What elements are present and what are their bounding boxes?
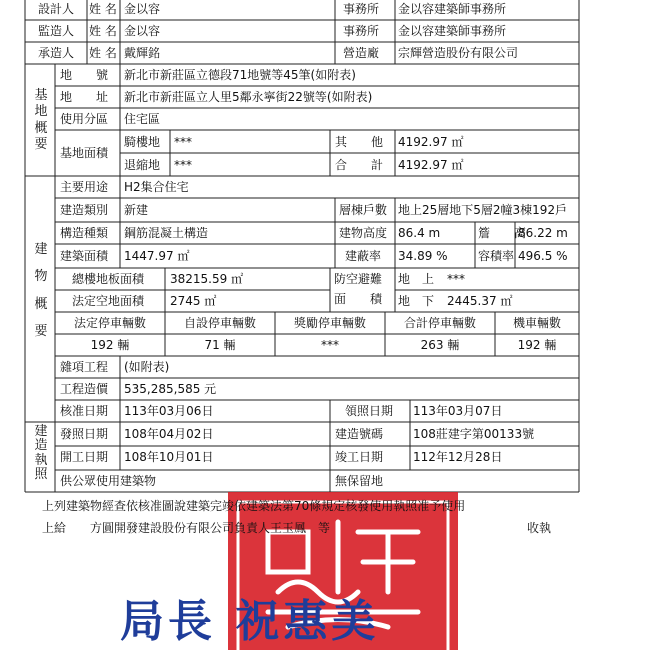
contractor-label: 承造人 (38, 46, 75, 60)
name-label: 姓 名 (89, 24, 117, 38)
receive-text: 收執 (527, 521, 552, 535)
lot-label: 地 號 (60, 68, 109, 82)
parking-header-own: 自設停車輛數 (183, 316, 256, 330)
parking-header-moto: 機車輛數 (512, 316, 561, 330)
structure-label: 構造種類 (60, 226, 109, 240)
floors-label: 層棟戶數 (339, 203, 388, 217)
site-area-label: 基地面積 (60, 146, 109, 160)
parking-value-own: 71 輛 (204, 338, 236, 352)
zone-label: 使用分區 (60, 112, 109, 126)
eave-value: 86.22 m (518, 226, 568, 240)
name-label: 姓 名 (89, 2, 117, 16)
coverage-value: 34.89 % (398, 249, 448, 263)
complete-date-label: 竣工日期 (335, 450, 384, 464)
issue-label: 領照日期 (345, 404, 394, 418)
total-label: 合 計 (335, 158, 384, 172)
name-label: 姓 名 (89, 46, 117, 60)
designer-name: 金以容 (124, 2, 161, 16)
use-value: H2集合住宅 (124, 180, 189, 194)
parking-header-bonus: 獎勵停車輛數 (293, 316, 366, 330)
parking-value-bonus: *** (321, 338, 339, 352)
start-date-label: 開工日期 (60, 450, 109, 464)
contractor-name: 戴輝銘 (124, 46, 161, 60)
recipient-prefix: 上給 (42, 521, 67, 535)
zone-value: 住宅區 (124, 112, 161, 126)
other-value: 4192.97 ㎡ (398, 135, 464, 149)
parking-value-legal: 192 輛 (90, 338, 130, 352)
builder-label: 營造廠 (343, 46, 380, 60)
designer-label: 設計人 (38, 2, 75, 16)
structure-value: 鋼筋混凝土構造 (124, 226, 209, 240)
public-use-value: 無保留地 (335, 474, 384, 488)
parking-header-total: 合計停車輛數 (403, 316, 476, 330)
address-label: 地 址 (60, 90, 109, 104)
parking-header-legal: 法定停車輛數 (73, 316, 146, 330)
public-use-label: 供公眾使用建築物 (60, 474, 157, 488)
misc-label: 雜項工程 (60, 360, 109, 374)
designer-office: 金以容建築師事務所 (398, 2, 507, 16)
open-space-value: 2745 ㎡ (170, 294, 217, 308)
approve-label: 核准日期 (60, 404, 109, 418)
footprint-label: 建築面積 (60, 249, 109, 263)
permit-number-label: 建造號碼 (335, 427, 384, 441)
shelter-above-label: 地 上 (398, 272, 435, 286)
approve-value: 113年03月06日 (124, 404, 214, 418)
open-space-label: 法定空地面積 (72, 294, 145, 308)
office-label: 事務所 (343, 2, 380, 16)
recipient-company: 方圓開發建設股份有限公司負責人王玉鳳 等 (90, 521, 331, 535)
permit-issued-label: 發照日期 (60, 427, 109, 441)
coverage-label: 建蔽率 (345, 249, 382, 263)
director-signature: 局長 祝惠美 (120, 596, 380, 647)
setback-value: *** (174, 158, 192, 172)
parking-value-total: 263 輛 (420, 338, 460, 352)
address-value: 新北市新莊區立人里5鄰永寧街22號等(如附表) (124, 90, 373, 104)
floor-area-label: 總樓地板面積 (72, 272, 145, 286)
total-value: 4192.97 ㎡ (398, 158, 464, 172)
shelter-above-value: *** (447, 272, 465, 286)
shelter-below-label: 地 下 (398, 294, 435, 308)
shelter-label: 防空避難 (334, 272, 383, 286)
setback-label: 退縮地 (124, 158, 161, 172)
eave-label: 簷 高 (478, 226, 527, 240)
start-date-value: 108年10月01日 (124, 450, 214, 464)
shelter-area-label: 面 積 (334, 292, 383, 306)
issue-value: 113年03月07日 (413, 404, 503, 418)
permit-number-value: 108莊建字第00133號 (413, 427, 535, 441)
cost-value: 535,285,585 元 (124, 382, 217, 396)
other-label: 其 他 (335, 135, 384, 149)
type-label: 建造類別 (60, 203, 109, 217)
permit-section-title: 建造執照 (34, 424, 48, 482)
misc-value: (如附表) (124, 360, 170, 374)
footprint-value: 1447.97 ㎡ (124, 249, 190, 263)
building-section-title: 建物概要 (34, 242, 48, 339)
floor-area-value: 38215.59 ㎡ (170, 272, 244, 286)
permit-issued-value: 108年04月02日 (124, 427, 214, 441)
arcade-value: *** (174, 135, 192, 149)
supervisor-label: 監造人 (38, 24, 75, 38)
lot-value: 新北市新莊區立德段71地號等45筆(如附表) (124, 68, 356, 82)
supervisor-name: 金以容 (124, 24, 161, 38)
complete-date-value: 112年12月28日 (413, 450, 503, 464)
far-value: 496.5 % (518, 249, 568, 263)
shelter-below-value: 2445.37 ㎡ (447, 294, 513, 308)
use-label: 主要用途 (60, 180, 109, 194)
contractor-company: 宗輝營造股份有限公司 (398, 46, 519, 60)
height-label: 建物高度 (339, 226, 388, 240)
site-section-title: 基地概要 (34, 88, 48, 152)
arcade-label: 騎樓地 (124, 135, 161, 149)
far-label: 容積率 (478, 249, 515, 263)
office-label: 事務所 (343, 24, 380, 38)
type-value: 新建 (124, 203, 149, 217)
certification-text: 上列建築物經查依核准圖說建築完竣依建築法第70條規定核發使用執照准予使用 (42, 499, 466, 513)
floors-value: 地上25層地下5層2幢3棟192戶 (398, 203, 568, 217)
height-value: 86.4 m (398, 226, 441, 240)
supervisor-office: 金以容建築師事務所 (398, 24, 507, 38)
cost-label: 工程造價 (60, 382, 109, 396)
parking-value-moto: 192 輛 (517, 338, 557, 352)
